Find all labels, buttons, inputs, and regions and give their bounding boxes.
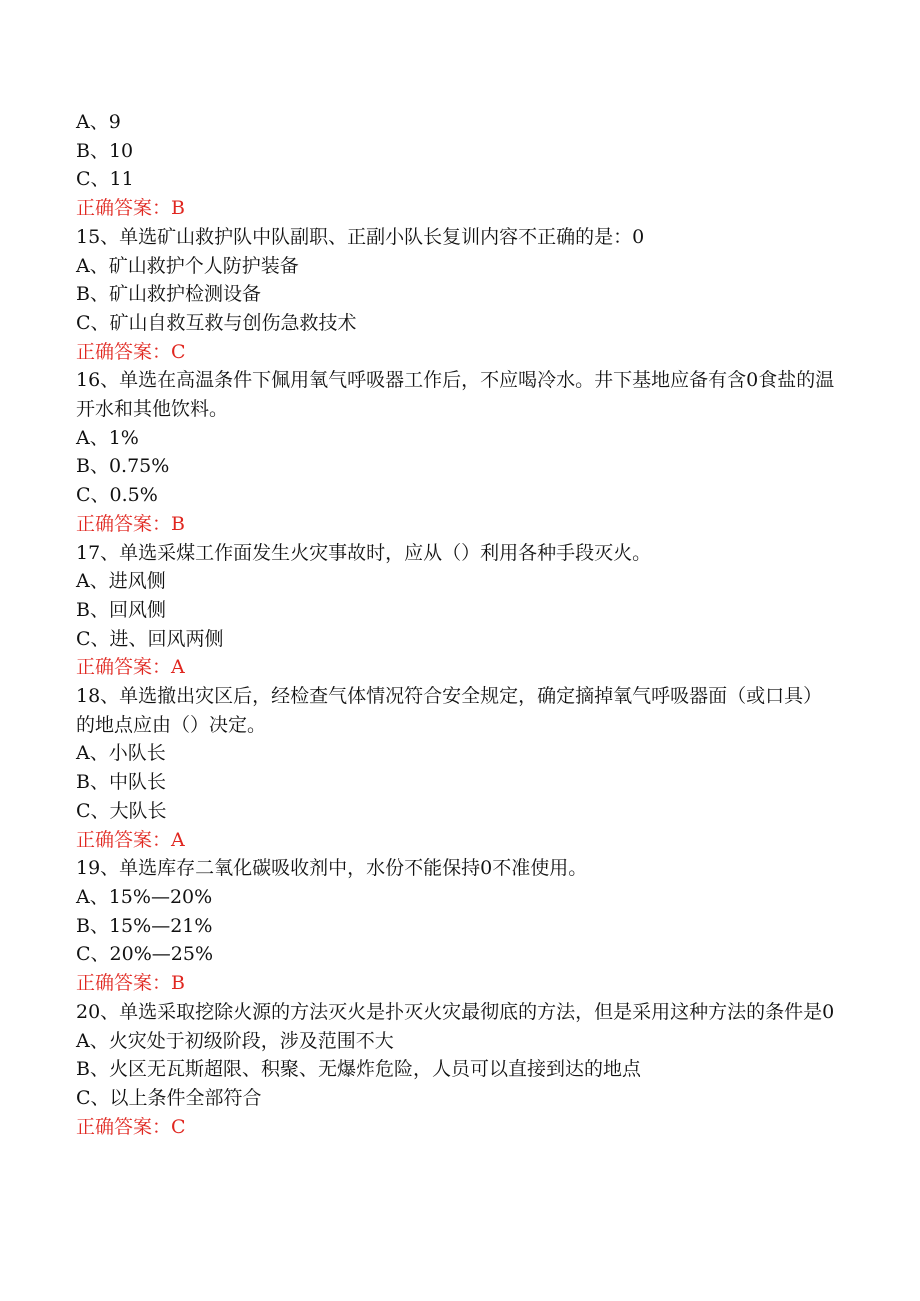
question-stem: 18、单选撤出灾区后，经检查气体情况符合安全规定，确定摘掉氧气呼吸器面（或口具）的地点应由（）决定。 — [76, 685, 823, 736]
option-b: B、15%—21% — [76, 914, 213, 937]
option-a: A、9 — [76, 111, 121, 133]
answer-line: 正确答案：A — [76, 828, 185, 851]
question-18 — [76, 682, 836, 854]
option-b: B、10 — [76, 139, 134, 162]
question-stem: 16、单选在高温条件下佩用氧气呼吸器工作后，不应喝冷水。井下基地应备有含0食盐的温开水和其他饮料。 — [76, 369, 835, 421]
option-a: A、火灾处于初级阶段，涉及范围不大 — [76, 1029, 394, 1052]
option-a: A、1% — [76, 426, 139, 449]
option-b: B、回风侧 — [76, 598, 166, 621]
question-19 — [76, 854, 836, 998]
question-17 — [76, 539, 836, 683]
option-c: C、大队长 — [76, 799, 167, 822]
question-stem: 19、单选库存二氧化碳吸收剂中，水份不能保持0不准使用。 — [76, 857, 588, 880]
option-b: B、0.75% — [76, 455, 170, 478]
option-a: A、小队长 — [76, 742, 166, 765]
answer-line: 正确答案：A — [76, 656, 185, 679]
answer-line: 正确答案：C — [76, 340, 186, 363]
option-a: A、进风侧 — [76, 570, 166, 593]
option-c: C、0.5% — [76, 484, 158, 507]
option-c: C、20%—25% — [76, 943, 213, 966]
question-stem: 17、单选采煤工作面发生火灾事故时，应从（）利用各种手段灭火。 — [76, 541, 652, 564]
question-stem: 15、单选矿山救护队中队副职、正副小队长复训内容不正确的是：0 — [76, 225, 645, 248]
document-page — [76, 108, 836, 1141]
option-c: C、以上条件全部符合 — [76, 1086, 262, 1109]
question-20 — [76, 998, 836, 1142]
answer-line: 正确答案：B — [76, 972, 185, 995]
answer-line: 正确答案：B — [76, 512, 185, 535]
question-stem: 20、单选采取挖除火源的方法灭火是扑灭火灾最彻底的方法，但是采用这种方法的条件是0 — [76, 1000, 835, 1023]
answer-line: 正确答案：B — [76, 197, 185, 220]
option-b: B、矿山救护检测设备 — [76, 283, 261, 306]
option-b: B、中队长 — [76, 771, 166, 794]
option-c: C、矿山自救互救与创伤急救技术 — [76, 311, 357, 334]
option-a: A、矿山救护个人防护装备 — [76, 254, 299, 277]
option-a: A、15%—20% — [76, 885, 213, 908]
question-15 — [76, 223, 836, 367]
option-b: B、火区无瓦斯超限、积聚、无爆炸危险，人员可以直接到达的地点 — [76, 1058, 641, 1081]
answer-line: 正确答案：C — [76, 1115, 186, 1138]
option-c: C、11 — [76, 168, 134, 191]
option-c: C、进、回风两侧 — [76, 627, 224, 650]
question-16 — [76, 366, 836, 538]
prev-question — [76, 108, 836, 223]
